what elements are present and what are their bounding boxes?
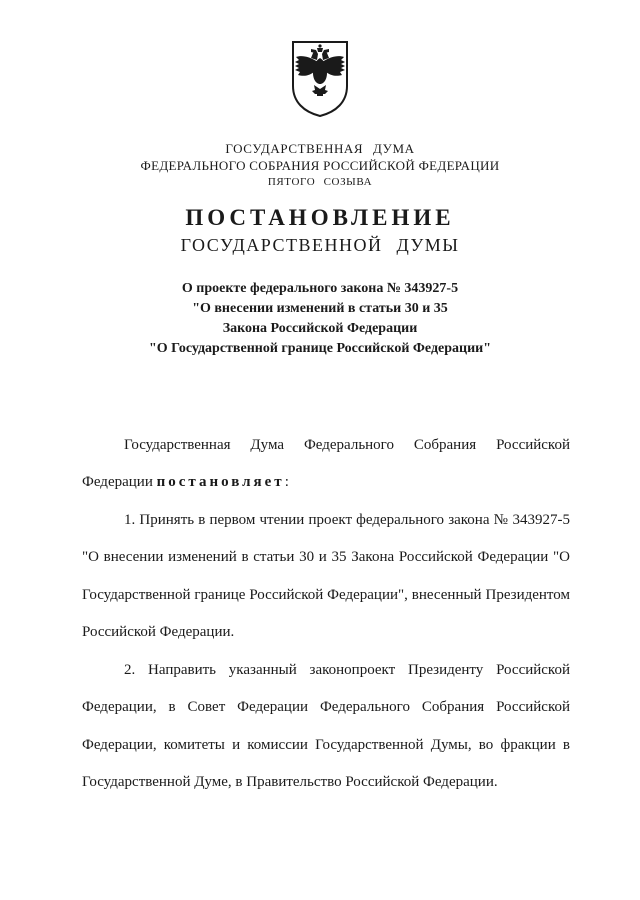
subject-line-3: Закона Российской Федерации [222,320,418,336]
paragraph-2: 2. Направить указанный законопроект Президенту Российской Федерации, в Совет Федерации Федерального Собрания Российской Федерации, комитеты и комиссии Государственной Думы, во фракции в Государственной Думе, в Правительство Российской Федерации. [82,661,570,791]
russian-coat-of-arms-icon [291,40,349,123]
intro-colon: : [284,474,289,491]
document-header [0,141,640,190]
document-subject [0,279,640,359]
paragraph-1: 1. Принять в первом чтении проект федерального закона № 343927-5 "О внесении изменений в статьи 30 и 35 Закона Российской Федерации "О Государственной границе Российской Федерации", внесенный Президентом Российской Федерации. [82,511,570,641]
subject-line-4: "О Государственной границе Российской Федерации" [148,340,491,356]
subject-line-2: "О внесении изменений в статьи 30 и 35 [192,301,448,317]
subject-line-1: О проекте федерального закона № 343927-5 [181,281,459,297]
document-type-subtitle: ГОСУДАРСТВЕННОЙ ДУМЫ [180,234,460,255]
convocation-line: ПЯТОГО СОЗЫВА [267,175,373,188]
org-name: ГОСУДАРСТВЕННАЯ ДУМА [225,141,415,156]
intro-text: Государственная Дума Федерального Собрания Российской Федерации [82,436,570,491]
document-type-title: ПОСТАНОВЛЕНИЕ [185,205,455,231]
document-body [82,427,570,802]
paragraph-intro [82,427,570,502]
intro-keyword: постановляет [156,474,285,491]
org-subname: ФЕДЕРАЛЬНОГО СОБРАНИЯ РОССИЙСКОЙ ФЕДЕРАЦИИ [140,157,500,173]
